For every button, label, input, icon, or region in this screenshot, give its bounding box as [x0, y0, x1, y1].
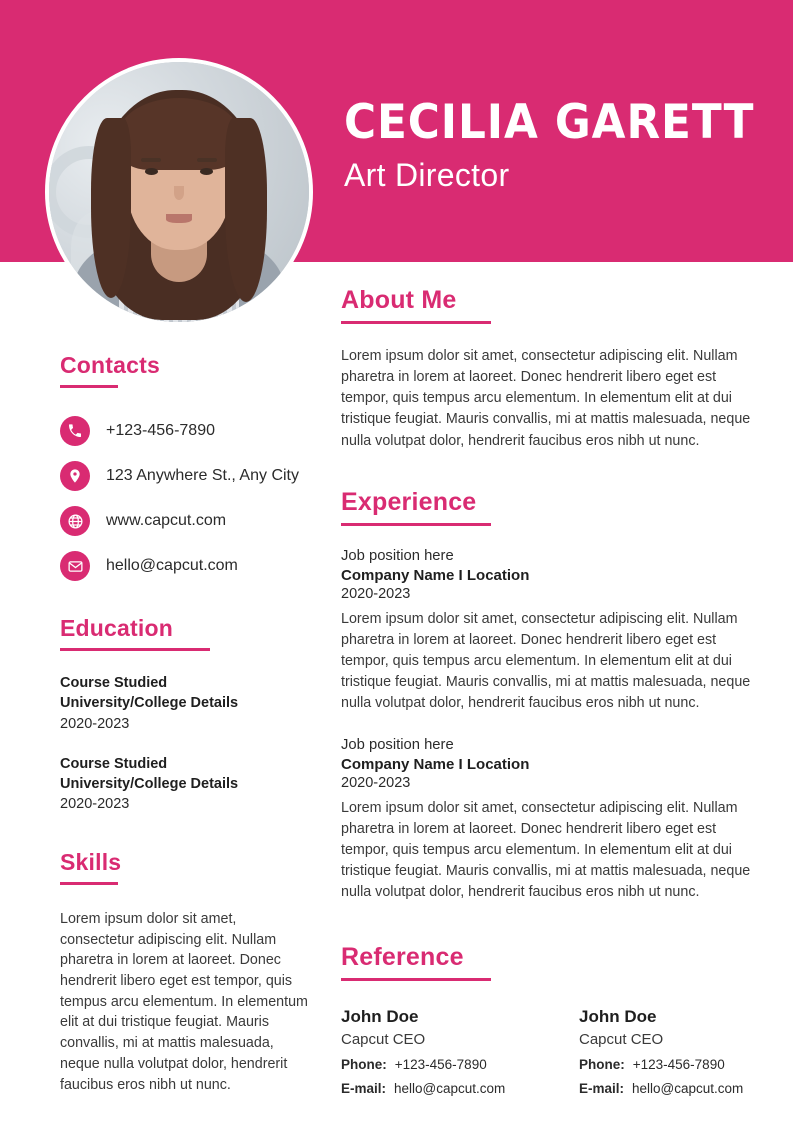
reference-title: Capcut CEO [579, 1031, 664, 1049]
main-column [341, 286, 751, 1096]
avatar-nose [174, 186, 184, 200]
contacts-list [60, 416, 312, 581]
experience-position: Job position here [341, 736, 454, 753]
experience-position: Job position here [341, 547, 454, 564]
page-title: CECILIA GARETT [344, 95, 755, 150]
contact-address-value: 123 Anywhere St., Any City [106, 467, 299, 484]
location-pin-icon [60, 461, 90, 491]
avatar-hair-top [119, 98, 239, 170]
reference-phone-row [341, 1057, 513, 1072]
education-years: 2020-2023 [60, 715, 130, 732]
section-reference [341, 943, 751, 1096]
reference-email-value: hello@capcut.com [632, 1081, 744, 1097]
avatar-hair-left [91, 118, 131, 298]
contacts-heading: Contacts [60, 352, 161, 378]
education-school: University/College Details [60, 776, 239, 793]
reference-phone-value: +123-456-7890 [632, 1057, 725, 1073]
globe-icon [60, 506, 90, 536]
about-body-text: Lorem ipsum dolor sit amet, consectetur adipiscing elit. Nullam pharetra in lorem at laoreet. Donec hendrerit libero eget est tempor, quis tempus arcu elementum. In elementum elit at dui tristique feugiat. Mauris convallis, mi at mattis malesuada, neque nulla volutpat dolor, hendrerit faucibus eros nibh ut nunc. [341, 348, 751, 449]
section-contacts [60, 352, 312, 581]
reference-email-value: hello@capcut.com [394, 1081, 506, 1097]
education-list [60, 673, 312, 815]
section-experience [341, 488, 751, 904]
avatar-eye-right [200, 168, 213, 175]
reference-email-row [341, 1081, 513, 1096]
reference-phone-row [579, 1057, 751, 1072]
education-heading: Education [60, 615, 173, 641]
reference-phone-value: +123-456-7890 [394, 1057, 487, 1073]
envelope-icon [60, 551, 90, 581]
contact-phone-value: +123-456-7890 [106, 422, 215, 439]
contact-email-value: hello@capcut.com [106, 557, 238, 574]
sidebar-column [60, 352, 312, 1095]
list-item[interactable] [60, 506, 312, 536]
experience-company: Company Name I Location [341, 566, 530, 584]
reference-phone-label: Phone: [341, 1057, 387, 1073]
list-item [60, 673, 312, 734]
reference-name: John Doe [341, 1007, 419, 1027]
list-item [341, 737, 751, 904]
reference-heading-rule [341, 978, 491, 981]
education-school: University/College Details [60, 695, 239, 712]
experience-heading-rule [341, 523, 491, 526]
education-course: Course Studied [60, 755, 168, 772]
section-skills [60, 849, 312, 1095]
job-role-subtitle: Art Director [344, 157, 510, 194]
header-text-group [344, 95, 764, 194]
list-item[interactable] [60, 551, 312, 581]
avatar-eyebrow-left [141, 158, 161, 162]
avatar-eye-left [145, 168, 158, 175]
experience-company: Company Name I Location [341, 755, 530, 773]
avatar-eyebrow-right [197, 158, 217, 162]
reference-email-row [579, 1081, 751, 1096]
experience-years: 2020-2023 [341, 585, 411, 602]
experience-years: 2020-2023 [341, 774, 411, 791]
education-years: 2020-2023 [60, 796, 130, 813]
phone-icon [60, 416, 90, 446]
skills-heading: Skills [60, 848, 122, 875]
experience-description: Lorem ipsum dolor sit amet, consectetur adipiscing elit. Nullam pharetra in lorem at laoreet. Donec hendrerit libero eget est tempor, quis tempus arcu elementum. In elementum elit at dui tristique feugiat. Mauris convallis, mi at mattis malesuada, neque nulla volutpat dolor, hendrerit faucibus eros nibh ut nunc. [341, 799, 751, 901]
reference-email-label: E-mail: [341, 1081, 387, 1097]
avatar-hair-right [225, 118, 267, 302]
experience-description: Lorem ipsum dolor sit amet, consectetur adipiscing elit. Nullam pharetra in lorem at laoreet. Donec hendrerit libero eget est tempor, quis tempus arcu elementum. In elementum elit at dui tristique feugiat. Mauris convallis, mi at mattis malesuada, neque nulla volutpat dolor, hendrerit faucibus eros nibh ut nunc. [341, 610, 751, 712]
list-item [579, 1007, 751, 1096]
section-about [341, 286, 751, 452]
experience-heading: Experience [341, 487, 477, 516]
about-heading: About Me [341, 286, 457, 314]
avatar [45, 58, 313, 326]
list-item [341, 548, 751, 715]
list-item[interactable] [60, 416, 312, 446]
contacts-heading-rule [60, 385, 118, 388]
list-item[interactable] [60, 461, 312, 491]
reference-email-label: E-mail: [579, 1081, 625, 1097]
education-course: Course Studied [60, 675, 168, 691]
section-education [60, 615, 312, 815]
skills-heading-rule [60, 882, 118, 885]
reference-list [341, 1007, 751, 1096]
about-heading-rule [341, 321, 491, 324]
list-item [60, 754, 312, 815]
list-item [341, 1007, 513, 1096]
reference-phone-label: Phone: [579, 1057, 625, 1073]
education-heading-rule [60, 648, 210, 651]
skills-body-text: Lorem ipsum dolor sit amet, consectetur adipiscing elit. Nullam pharetra in lorem at laoreet. Donec hendrerit libero eget est tempor, quis tempus arcu elementum. In elementum elit at dui tristique feugiat. Mauris convallis, mi at mattis malesuada, neque nulla volutpat dolor, hendrerit faucibus eros nibh ut nunc. [60, 910, 308, 1093]
contact-website-value: www.capcut.com [106, 512, 227, 529]
reference-name: John Doe [579, 1007, 657, 1027]
avatar-mouth [166, 214, 192, 223]
reference-heading: Reference [341, 943, 464, 972]
reference-title: Capcut CEO [341, 1031, 426, 1049]
